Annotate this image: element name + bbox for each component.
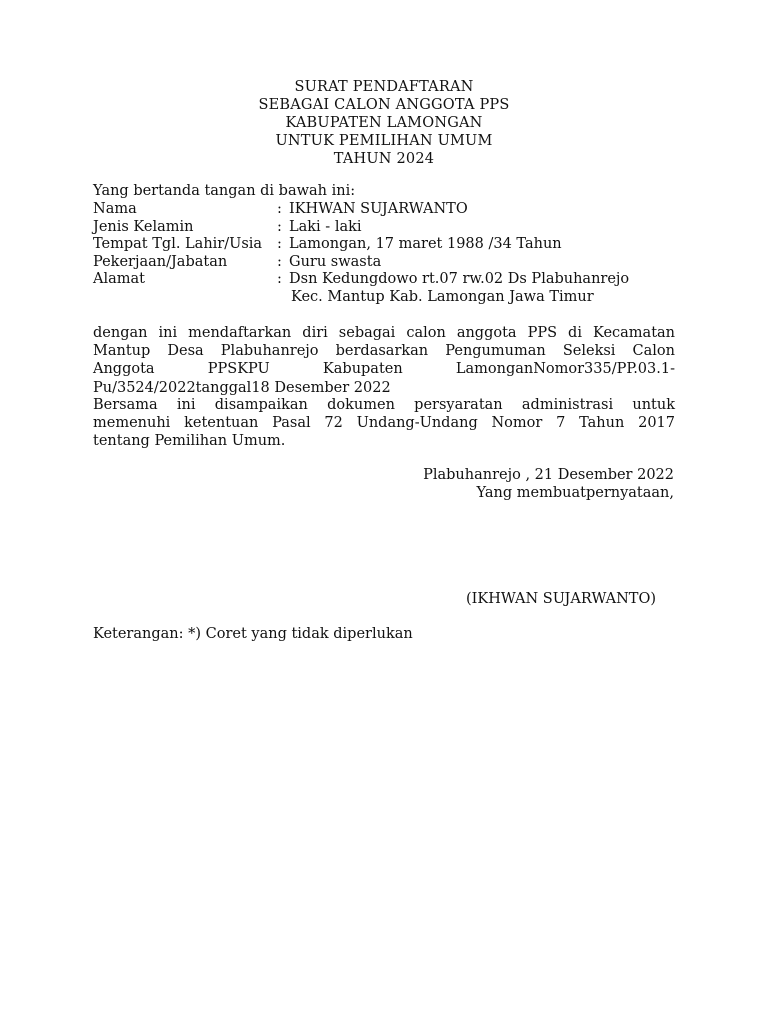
alamat-value-line-2: Kec. Mantup Kab. Lamongan Jawa Timur xyxy=(291,288,594,305)
closing-block xyxy=(423,466,674,502)
signer-name: (IKHWAN SUJARWANTO) xyxy=(465,591,656,607)
field-colon: : xyxy=(277,218,282,235)
pekerjaan-label: Pekerjaan/Jabatan xyxy=(93,253,228,270)
signer-role: Yang membuatpernyataan, xyxy=(476,485,674,501)
paragraph-line: dengan ini mendaftarkan diri sebagai calon anggota PPS di Kecamatan xyxy=(93,325,675,341)
paragraph-line: Anggota PPSKPU Kabupaten LamonganNomor335/PP.03.1- xyxy=(93,361,675,378)
paragraph-line: memenuhi ketentuan Pasal 72 Undang-Undang Nomor 7 Tahun 2017 xyxy=(93,415,675,432)
jenis-kelamin-value: Laki - laki xyxy=(289,218,362,235)
intro-text: Yang bertanda tangan di bawah ini: xyxy=(93,183,356,199)
title-line-1: SURAT PENDAFTARAN xyxy=(294,79,474,95)
jenis-kelamin-label: Jenis Kelamin xyxy=(93,218,194,235)
title-line-3: KABUPATEN LAMONGAN xyxy=(285,115,483,131)
field-colon: : xyxy=(277,201,282,217)
paragraph-line: Pu/3524/2022tanggal18 Desember 2022 xyxy=(93,379,391,396)
ttl-label: Tempat Tgl. Lahir/Usia xyxy=(93,236,263,253)
pekerjaan-value: Guru swasta xyxy=(289,253,382,270)
field-colon: : xyxy=(277,253,282,270)
ttl-value: Lamongan, 17 maret 1988 /34 Tahun xyxy=(289,236,562,253)
paragraph-line: Bersama ini disampaikan dokumen persyaratan administrasi untuk xyxy=(93,397,675,413)
place-date: Plabuhanrejo , 21 Desember 2022 xyxy=(423,467,674,483)
nama-value: IKHWAN SUJARWANTO xyxy=(289,201,468,217)
paragraph-line: tentang Pemilihan Umum. xyxy=(93,433,286,450)
title-line-5: TAHUN 2024 xyxy=(333,151,435,167)
field-colon: : xyxy=(277,236,282,253)
footnote: Keterangan: *) Coret yang tidak diperlukan xyxy=(93,626,413,642)
title-line-2: SEBAGAI CALON ANGGOTA PPS xyxy=(258,97,510,113)
document-title xyxy=(0,78,768,168)
nama-label: Nama xyxy=(93,201,137,217)
alamat-value-line-1: Dsn Kedungdowo rt.07 rw.02 Ds Plabuhanrejo xyxy=(289,271,630,288)
title-line-4: UNTUK PEMILIHAN UMUM xyxy=(275,133,493,149)
registration-paragraph xyxy=(93,324,675,397)
field-colon: : xyxy=(277,271,282,288)
documents-paragraph xyxy=(93,396,675,451)
alamat-label: Alamat xyxy=(93,271,145,288)
paragraph-line: Mantup Desa Plabuhanrejo berdasarkan Pengumuman Seleksi Calon xyxy=(93,343,675,360)
